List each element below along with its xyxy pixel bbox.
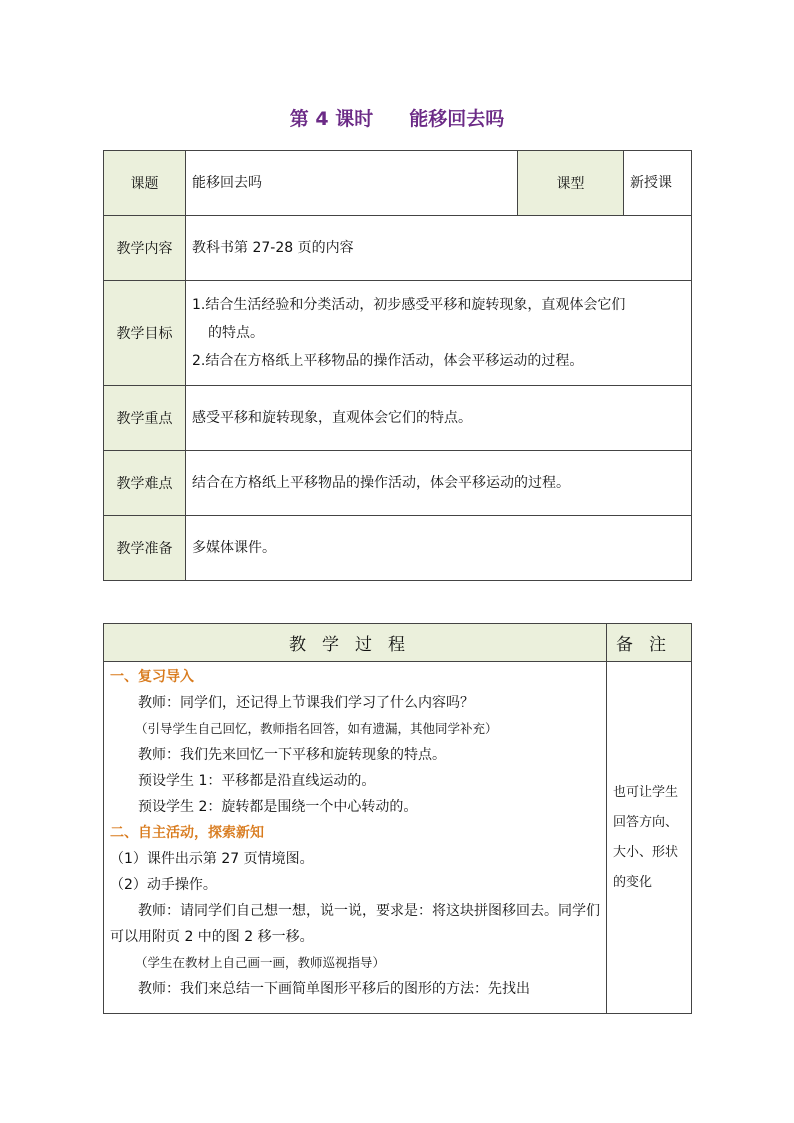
process-line: （1）课件出示第 27 页情境图。 bbox=[110, 851, 314, 867]
table-header-row bbox=[104, 624, 692, 662]
process-header: 教学过程 bbox=[104, 624, 607, 662]
difficulty-label: 教学难点 bbox=[104, 451, 186, 516]
table-row bbox=[104, 516, 692, 581]
type-label: 课型 bbox=[518, 151, 624, 216]
content-label: 教学内容 bbox=[104, 216, 186, 281]
lesson-info-table bbox=[103, 150, 692, 581]
table-row bbox=[104, 662, 692, 1014]
process-note-line: （学生在教材上自己画一画，教师巡视指导） bbox=[135, 955, 386, 970]
topic-label: 课题 bbox=[104, 151, 186, 216]
section-heading-review: 一、复习导入 bbox=[110, 669, 194, 685]
process-line: 预设学生 2：旋转都是围绕一个中心转动的。 bbox=[138, 799, 418, 815]
table-row bbox=[104, 281, 692, 386]
key-value: 感受平移和旋转现象，直观体会它们的特点。 bbox=[186, 386, 692, 451]
lesson-name: 能移回去吗 bbox=[409, 108, 505, 130]
process-line: （2）动手操作。 bbox=[110, 877, 217, 893]
section-heading-explore: 二、自主活动，探索新知 bbox=[110, 825, 264, 841]
remark-cell: 也可让学生回答方向、大小、形状的变化 bbox=[607, 662, 692, 1014]
note-header: 备注 bbox=[607, 624, 692, 662]
key-label: 教学重点 bbox=[104, 386, 186, 451]
teaching-process-table bbox=[103, 623, 692, 1014]
table-row bbox=[104, 151, 692, 216]
goal-item-1: 1.结合生活经验和分类活动，初步感受平移和旋转现象，直观体会它们 bbox=[192, 297, 626, 313]
difficulty-value: 结合在方格纸上平移物品的操作活动，体会平移运动的过程。 bbox=[186, 451, 692, 516]
goal-value bbox=[186, 281, 692, 386]
goal-label: 教学目标 bbox=[104, 281, 186, 386]
prep-label: 教学准备 bbox=[104, 516, 186, 581]
process-line: 教师：我们来总结一下画简单图形平移后的图形的方法：先找出 bbox=[138, 981, 530, 997]
process-line: 教师：请同学们自己想一想，说一说，要求是：将这块拼图移回去。同学们可以用附页 2 中的图 2 移一移。 bbox=[110, 903, 600, 945]
goal-item-1-cont: 的特点。 bbox=[208, 325, 264, 341]
topic-value: 能移回去吗 bbox=[186, 151, 518, 216]
page-title bbox=[0, 104, 794, 131]
table-row bbox=[104, 451, 692, 516]
table-row bbox=[104, 216, 692, 281]
process-line: 预设学生 1：平移都是沿直线运动的。 bbox=[138, 773, 376, 789]
lesson-number: 第 4 课时 bbox=[289, 108, 374, 130]
process-content bbox=[104, 662, 607, 1014]
type-value: 新授课 bbox=[624, 151, 692, 216]
content-value: 教科书第 27-28 页的内容 bbox=[186, 216, 692, 281]
process-line: 教师：我们先来回忆一下平移和旋转现象的特点。 bbox=[138, 747, 446, 763]
process-line: 教师：同学们，还记得上节课我们学习了什么内容吗？ bbox=[138, 695, 474, 711]
prep-value: 多媒体课件。 bbox=[186, 516, 692, 581]
process-note-line: （引导学生自己回忆，教师指名回答，如有遗漏，其他同学补充） bbox=[135, 721, 498, 736]
goal-item-2: 2.结合在方格纸上平移物品的操作活动，体会平移运动的过程。 bbox=[192, 353, 584, 369]
table-row bbox=[104, 386, 692, 451]
